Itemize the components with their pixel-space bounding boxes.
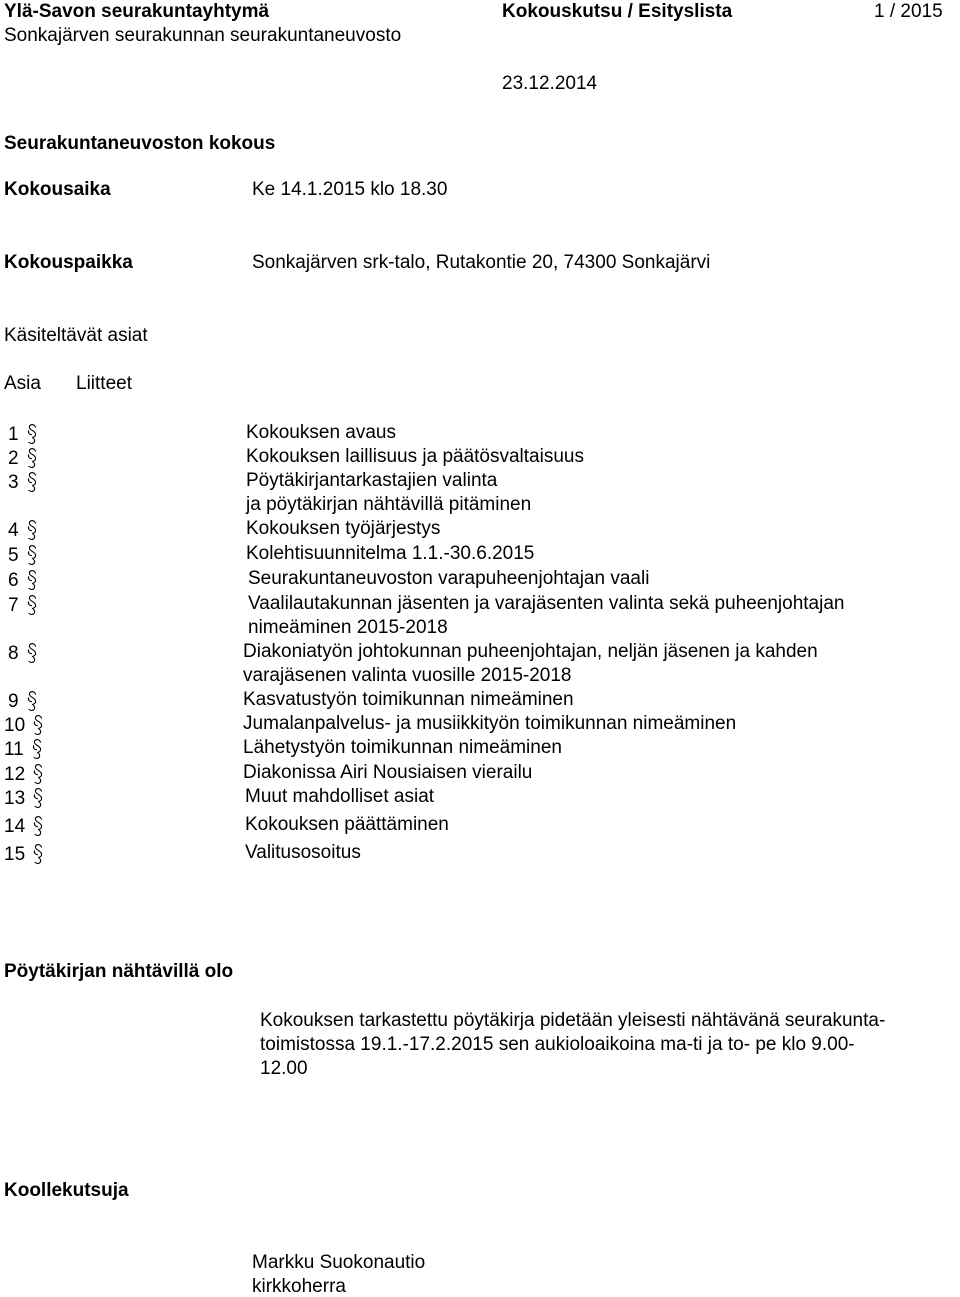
section-sign-icon bbox=[26, 690, 38, 712]
document-date: 23.12.2014 bbox=[502, 73, 598, 94]
minutes-text-line: 12.00 bbox=[260, 1058, 308, 1079]
agenda-item-title: Lähetystyön toimikunnan nimeäminen bbox=[243, 737, 562, 758]
section-sign-icon bbox=[26, 569, 38, 591]
minutes-heading: Pöytäkirjan nähtävillä olo bbox=[4, 961, 234, 982]
agenda-item-title: Diakoniatyön johtokunnan puheenjohtajan, neljän jäsenen ja kahden bbox=[243, 641, 818, 662]
section-sign-icon bbox=[26, 642, 38, 664]
section-sign-icon bbox=[32, 714, 44, 736]
agenda-item-number-text: 5 bbox=[8, 545, 19, 566]
column-header-attachments: Liitteet bbox=[76, 373, 132, 394]
agenda-item-number bbox=[8, 569, 38, 591]
agenda-item-number bbox=[4, 787, 44, 809]
agenda-item-number-text: 3 bbox=[8, 472, 19, 493]
agenda-item-number-text: 4 bbox=[8, 520, 19, 541]
section-sign-icon bbox=[26, 519, 38, 541]
convener-title: kirkkoherra bbox=[252, 1276, 346, 1297]
agenda-item-number-text: 11 bbox=[4, 739, 24, 760]
agenda-item-number bbox=[4, 815, 44, 837]
agenda-item-number-text: 9 bbox=[8, 691, 19, 712]
body-name: Sonkajärven seurakunnan seurakuntaneuvosto bbox=[4, 25, 402, 46]
section-sign-icon bbox=[26, 423, 38, 445]
agenda-item-title: Muut mahdolliset asiat bbox=[245, 786, 435, 807]
agenda-item-number-text: 7 bbox=[8, 595, 19, 616]
page-reference: 1 / 2015 bbox=[874, 1, 943, 22]
agenda-item-number-text: 13 bbox=[4, 788, 26, 809]
meeting-place-label: Kokouspaikka bbox=[4, 252, 133, 273]
agenda-item-title: Valitusosoitus bbox=[245, 842, 361, 863]
agenda-item-number bbox=[8, 544, 38, 566]
agenda-item-number-text: 14 bbox=[4, 816, 26, 837]
convener-name: Markku Suokonautio bbox=[252, 1252, 426, 1273]
agenda-item-number bbox=[8, 423, 38, 445]
section-sign-icon bbox=[31, 738, 43, 760]
agenda-item-number bbox=[4, 738, 43, 760]
agenda-item-title: Seurakuntaneuvoston varapuheenjohtajan vaali bbox=[248, 568, 650, 589]
organization-name: Ylä-Savon seurakuntayhtymä bbox=[4, 1, 270, 22]
agenda-item-number-text: 1 bbox=[8, 424, 19, 445]
agenda-item-title: Kokouksen avaus bbox=[246, 422, 396, 443]
agenda-item-title: Kokouksen laillisuus ja päätösvaltaisuus bbox=[246, 446, 584, 467]
agenda-item-number bbox=[8, 519, 38, 541]
section-sign-icon bbox=[26, 471, 38, 493]
meeting-title: Seurakuntaneuvoston kokous bbox=[4, 133, 276, 154]
agenda-item-number-text: 12 bbox=[4, 764, 26, 785]
agenda-item-title: Diakonissa Airi Nousiaisen vierailu bbox=[243, 762, 533, 783]
agenda-item-number bbox=[8, 594, 38, 616]
agenda-item-number bbox=[4, 763, 44, 785]
agenda-item-number-text: 8 bbox=[8, 643, 19, 664]
agenda-item-title: Kokouksen työjärjestys bbox=[246, 518, 441, 539]
agenda-item-number bbox=[8, 447, 38, 469]
agenda-item-number-text: 10 bbox=[4, 715, 26, 736]
meeting-time-label: Kokousaika bbox=[4, 179, 111, 200]
document-type: Kokouskutsu / Esityslista bbox=[502, 1, 733, 22]
agenda-item-title: Kokouksen päättäminen bbox=[245, 814, 449, 835]
minutes-text-line: Kokouksen tarkastettu pöytäkirja pidetään yleisesti nähtävänä seurakunta- bbox=[260, 1010, 886, 1031]
meeting-place-value: Sonkajärven srk-talo, Rutakontie 20, 74300 Sonkajärvi bbox=[252, 252, 711, 273]
agenda-item-number bbox=[8, 642, 38, 664]
column-header-item: Asia bbox=[4, 373, 41, 394]
agenda-item-title: Pöytäkirjantarkastajien valinta bbox=[246, 470, 498, 491]
section-sign-icon bbox=[32, 843, 44, 865]
agenda-item-title: Vaalilautakunnan jäsenten ja varajäsenten valinta sekä puheenjohtajan bbox=[248, 593, 845, 614]
agenda-item-title: varajäsenen valinta vuosille 2015-2018 bbox=[243, 665, 572, 686]
section-sign-icon bbox=[32, 787, 44, 809]
agenda-item-number bbox=[4, 843, 44, 865]
agenda-item-title: ja pöytäkirjan nähtävillä pitäminen bbox=[246, 494, 532, 515]
agenda-item-title: nimeäminen 2015-2018 bbox=[248, 617, 448, 638]
section-sign-icon bbox=[26, 544, 38, 566]
section-sign-icon bbox=[26, 447, 38, 469]
agenda-item-number-text: 2 bbox=[8, 448, 19, 469]
section-sign-icon bbox=[32, 815, 44, 837]
agenda-item-number-text: 6 bbox=[8, 570, 19, 591]
agenda-item-title: Kolehtisuunnitelma 1.1.-30.6.2015 bbox=[246, 543, 535, 564]
agenda-item-title: Jumalanpalvelus- ja musiikkityön toimikunnan nimeäminen bbox=[243, 713, 737, 734]
agenda-item-title: Kasvatustyön toimikunnan nimeäminen bbox=[243, 689, 574, 710]
convener-heading: Koollekutsuja bbox=[4, 1180, 129, 1201]
minutes-text-line: toimistossa 19.1.-17.2.2015 sen aukioloaikoina ma-ti ja to- pe klo 9.00- bbox=[260, 1034, 855, 1055]
section-sign-icon bbox=[26, 594, 38, 616]
agenda-item-number bbox=[8, 471, 38, 493]
meeting-time-value: Ke 14.1.2015 klo 18.30 bbox=[252, 179, 448, 200]
agenda-item-number bbox=[4, 714, 44, 736]
section-sign-icon bbox=[32, 763, 44, 785]
agenda-heading: Käsiteltävät asiat bbox=[4, 325, 148, 346]
agenda-item-number bbox=[8, 690, 38, 712]
agenda-item-number-text: 15 bbox=[4, 844, 26, 865]
